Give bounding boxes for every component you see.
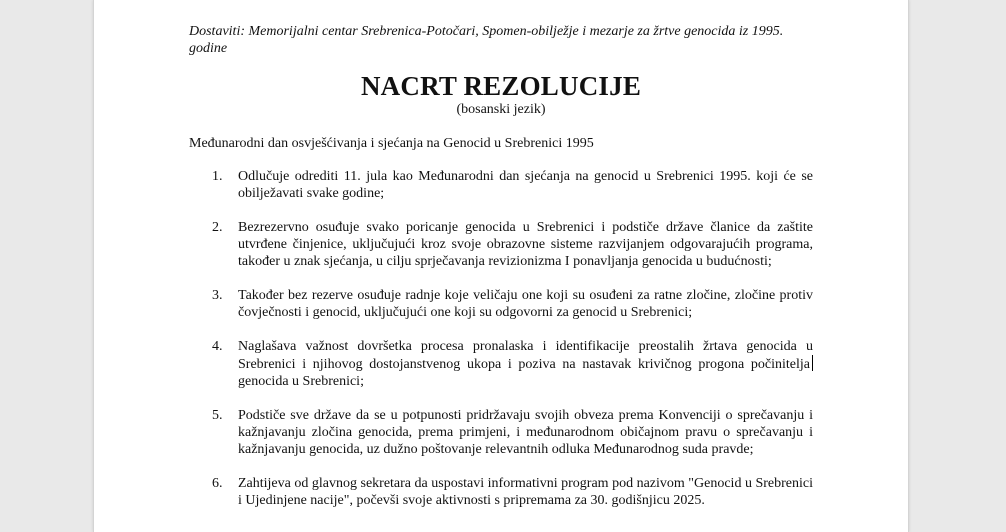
text-cursor xyxy=(812,355,813,371)
clause-text: Također bez rezerve osuđuje radnje koje veličaju one koji su osuđeni za ratne zločine, zločine protiv čovječnosti i genocid, uključujući one koji su odgovorni za genocid u Srebrenici; xyxy=(238,288,813,320)
clause-text: Odlučuje odrediti 11. jula kao Međunarodni dan sjećanja na genocid u Srebrenici 1995. koji će se obilježavati svake godine; xyxy=(238,169,813,201)
document-page[interactable] xyxy=(93,0,909,532)
clause-2 xyxy=(189,219,813,270)
clause-text: Podstiče sve države da se u potpunosti pridržavaju svojih obveza prema Konvenciji o sprečavanju i kažnjavanju zločina genocida, prema primjeni, i međunarodnom običajnom pravu o sprečavanju i kažnjavanju genocida, uz dužno poštovanje relevantnih odluka Međunarodnog suda pravde; xyxy=(238,408,813,457)
delivery-note: Dostaviti: Memorijalni centar Srebrenica-Potočari, Spomen-obilježje i mezarje za žrtve genocida iz 1995. godine xyxy=(189,24,784,56)
clause-number: 1. xyxy=(212,169,223,184)
clause-number: 6. xyxy=(212,476,223,491)
clause-text: Bezrezervno osuđuje svako poricanje genocida u Srebrenici i podstiče države članice da zaštite utvrđene činjenice, uključujući kroz svoje obrazovne sisteme razvijanjem odgovarajućih programa, također u znak sjećanja, u cilju sprječavanja revizionizma I ponavljanja genocida u budućnosti; xyxy=(238,220,813,269)
clause-3 xyxy=(189,287,813,321)
clause-number: 2. xyxy=(212,220,223,235)
resolution-heading: Međunarodni dan osvješćivanja i sjećanja na Genocid u Srebrenici 1995 xyxy=(189,136,594,151)
clause-text-before-cursor: Naglašava važnost dovršetka procesa pronalaska i identifikacije preostalih žrtava genocida u Srebrenici i njihovog dostojanstvenog ukopa i poziva na nastavak krivičnog progona počinitelja xyxy=(238,339,813,372)
clause-4 xyxy=(189,338,813,390)
clause-number: 3. xyxy=(212,288,223,303)
document-subtitle: (bosanski jezik) xyxy=(456,102,546,117)
clause-text: Zahtijeva od glavnog sekretara da uspostavi informativni program pod nazivom "Genocid u Srebrenici i Ujedinjene nacije", počevši svoje aktivnosti s pripremama za 30. godišnjicu 2025. xyxy=(238,476,813,508)
resolution-clauses xyxy=(189,168,813,509)
document-body[interactable] xyxy=(189,23,813,526)
document-title: NACRT REZOLUCIJE xyxy=(360,71,642,101)
clause-text-after-cursor: genocida u Srebrenici; xyxy=(238,374,364,389)
clause-1 xyxy=(189,168,813,202)
clause-6 xyxy=(189,475,813,509)
clause-number: 5. xyxy=(212,408,223,423)
clause-number: 4. xyxy=(212,339,223,354)
clause-5 xyxy=(189,407,813,458)
